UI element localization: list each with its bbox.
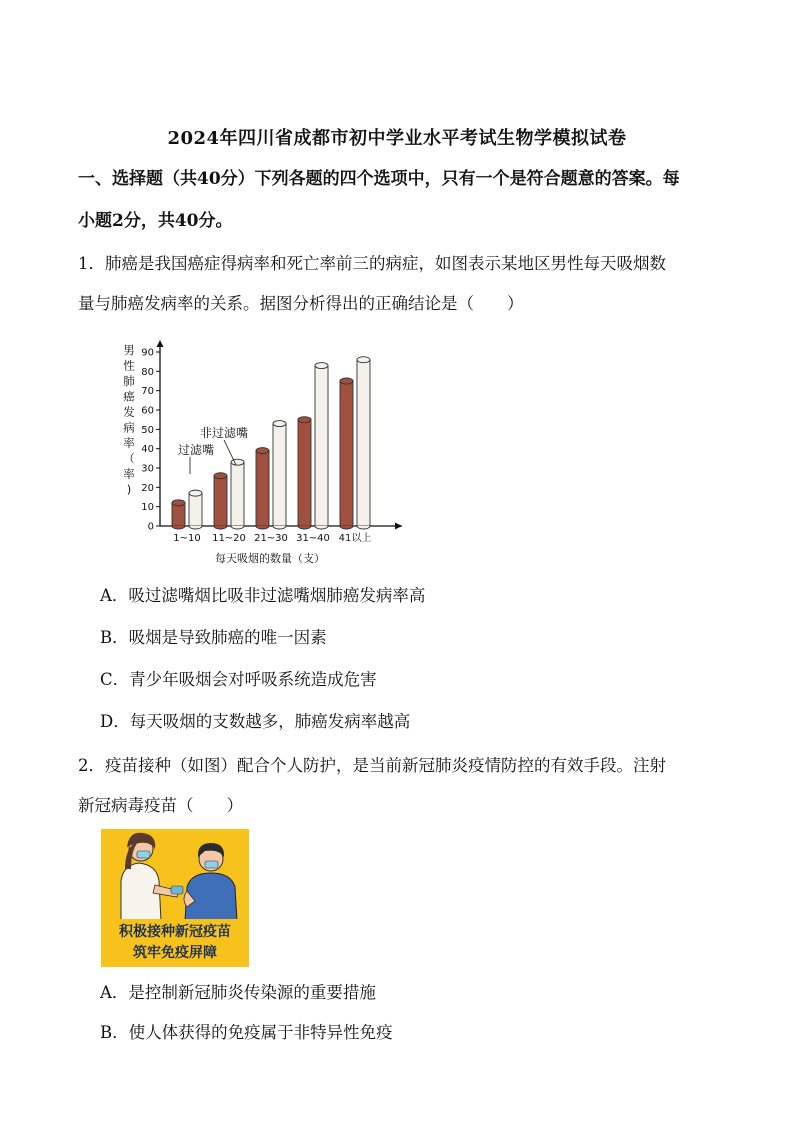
question-1-line-1: 1．肺癌是我国癌症得病率和死亡率前三的病症，如图表示某地区男性每天吸烟数 [78,254,666,273]
x-tick-label: 1~10 [173,533,201,544]
y-tick-label: 20 [141,482,154,494]
y-tick-label: 30 [141,463,154,475]
vaccination-illustration [101,829,249,921]
bar-nonfilter-3 [273,424,286,526]
y-axis-label-char: （ [123,451,135,466]
x-tick-label: 21~30 [254,533,288,544]
bar-filter-5 [340,381,353,526]
bar-nonfilter-5 [357,360,370,526]
series-label-filter: 过滤嘴 [178,443,215,457]
question-1-option-d[interactable]: D．每天吸烟的支数越多，肺癌发病率越高 [100,712,411,731]
series-leader-nonfilter [224,440,236,465]
bar-filter-4-bottom [298,526,311,529]
y-axis-label-char: 率 [123,436,135,450]
bar-nonfilter-1 [189,493,202,526]
bar-nonfilter-4-bottom [315,526,328,529]
series-label-nonfilter: 非过滤嘴 [200,426,249,440]
bar-nonfilter-1-top [189,490,202,496]
poster-slogan-line-2: 筑牢免疫屏障 [133,945,217,961]
x-axis-title: 每天吸烟的数量（支） [215,552,325,565]
y-tick-label: 40 [141,444,154,456]
poster-slogan-line-1: 积极接种新冠疫苗 [119,924,231,940]
bar-filter-1-top [172,500,185,506]
bar-filter-4-top [298,417,311,423]
y-tick-label: 0 [147,521,154,533]
lung-cancer-bar-chart [110,338,410,570]
bar-filter-5-top [340,378,353,384]
bar-nonfilter-2 [231,462,244,526]
bar-filter-1 [172,503,185,526]
bar-filter-3-top [256,448,269,454]
bar-filter-5-bottom [340,526,353,529]
y-tick-label: 80 [141,366,154,378]
vaccine-poster [101,829,249,967]
y-tick-label: 60 [141,405,154,417]
bar-filter-3-bottom [256,526,269,529]
question-1-option-b[interactable]: B．吸烟是导致肺癌的唯一因素 [100,628,327,647]
question-2-option-b[interactable]: B．使人体获得的免疫属于非特异性免疫 [100,1023,393,1042]
bar-filter-4 [298,420,311,526]
x-tick-label: 41以上 [338,533,372,544]
question-2-line-2: 新冠病毒疫苗（ ） [78,796,243,815]
bar-nonfilter-5-top [357,357,370,363]
bar-filter-2 [214,476,227,526]
y-tick-label: 90 [141,347,154,359]
section-heading-line-1: 一、选择题（共40分）下列各题的四个选项中，只有一个是符合题意的答案。每 [78,169,680,189]
y-axis-arrow [157,340,164,347]
bar-filter-3 [256,451,269,526]
y-tick-label: 50 [141,424,154,436]
bar-nonfilter-4-top [315,363,328,369]
bar-nonfilter-2-bottom [231,526,244,529]
x-tick-label: 11~20 [212,533,246,544]
x-axis-arrow [395,523,402,530]
question-1-option-a[interactable]: A．吸过滤嘴烟比吸非过滤嘴烟肺癌发病率高 [100,586,426,605]
question-1-option-c[interactable]: C．青少年吸烟会对呼吸系统造成危害 [100,670,377,689]
question-1-line-2: 量与肺癌发病率的关系。据图分析得出的正确结论是（ ） [78,294,524,313]
y-axis-label-char: 病 [123,420,135,435]
y-tick-label: 70 [141,386,154,398]
section-heading-line-2: 小题2分，共40分。 [78,211,233,231]
y-axis-label-char: 癌 [123,389,135,404]
page-title: 2024年四川省成都市初中学业水平考试生物学模拟试卷 [167,128,627,149]
question-2-line-1: 2．疫苗接种（如图）配合个人防护，是当前新冠肺炎疫情防控的有效手段。注射 [78,756,666,775]
bar-filter-2-bottom [214,526,227,529]
bar-filter-2-top [214,473,227,479]
bar-nonfilter-3-bottom [273,526,286,529]
y-axis-label-char: 男 [123,343,135,357]
bar-nonfilter-2-top [231,459,244,465]
y-tick-label: 10 [141,502,154,514]
bar-filter-1-bottom [172,526,185,529]
y-axis-label-char: 肺 [123,374,135,388]
x-tick-label: 31~40 [296,533,330,544]
question-2-option-a[interactable]: A．是控制新冠肺炎传染源的重要措施 [100,983,376,1002]
bar-nonfilter-3-top [273,421,286,427]
y-axis-label-char: 率 [123,467,135,481]
y-axis-label-char: 发 [123,405,135,419]
bar-nonfilter-5-bottom [357,526,370,529]
bar-nonfilter-4 [315,366,328,526]
bar-nonfilter-1-bottom [189,526,202,529]
y-axis-label-char: ) [126,482,132,497]
y-axis-label-char: 性 [123,358,135,373]
